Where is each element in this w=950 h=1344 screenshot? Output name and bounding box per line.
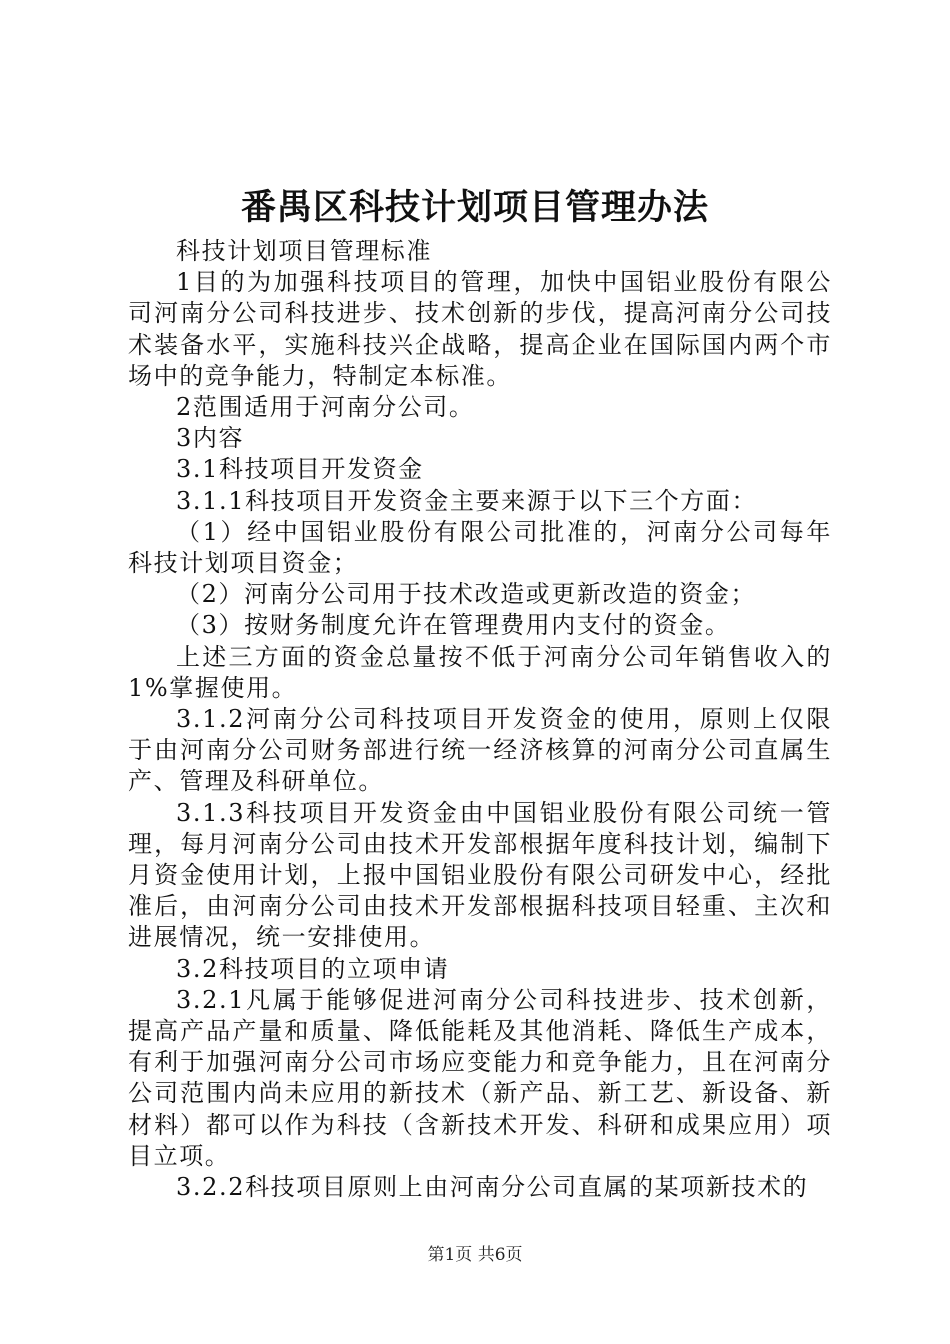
paragraph-section-3-2-1: 3.2.1凡属于能够促进河南分公司科技进步、技术创新，提高产品产量和质量、降低能耗及其他消耗、降低生产成本，有利于加强河南分公司市场应变能力和竞争能力，且在河南分公司范围内尚未应用的新技术（新产品、新工艺、新设备、新材料）都可以作为科技（含新技术开发、科研和成果应用）项目立项。 xyxy=(128,985,832,1170)
paragraph-section-3-1: 3.1科技项目开发资金 xyxy=(176,455,424,484)
paragraph-standard-heading: 科技计划项目管理标准 xyxy=(176,237,432,265)
paragraph-scope: 2范围适用于河南分公司。 xyxy=(176,393,475,422)
paragraph-content-heading: 3内容 xyxy=(176,424,245,453)
paragraph-fund-total: 上述三方面的资金总量按不低于河南分公司年销售收入的1%掌握使用。 xyxy=(128,642,832,702)
paragraph-section-3-1-2: 3.1.2河南分公司科技项目开发资金的使用，原则上仅限于由河南分公司财务部进行统一经济核算的河南分公司直属生产、管理及科研单位。 xyxy=(128,705,832,796)
paragraph-section-3-1-1: 3.1.1科技项目开发资金主要来源于以下三个方面： xyxy=(176,486,758,515)
paragraph-item-2: （2）河南分公司用于技术改造或更新改造的资金； xyxy=(176,580,757,609)
document-body xyxy=(128,236,832,1203)
document-title: 番禺区科技计划项目管理办法 xyxy=(240,187,709,228)
paragraph-section-3-1-3: 3.1.3科技项目开发资金由中国铝业股份有限公司统一管理，每月河南分公司由技术开发部根据年度科技计划，编制下月资金使用计划，上报中国铝业股份有限公司研发中心，经批准后，由河南分公司由技术开发部根据科技项目轻重、主次和进展情况，统一安排使用。 xyxy=(128,798,832,952)
paragraph-section-3-2: 3.2科技项目的立项申请 xyxy=(176,954,450,983)
paragraph-item-3: （3）按财务制度允许在管理费用内支付的资金。 xyxy=(176,611,731,640)
paragraph-section-3-2-2: 3.2.2科技项目原则上由河南分公司直属的某项新技术的 xyxy=(176,1173,809,1202)
paragraph-item-1: （1）经中国铝业股份有限公司批准的，河南分公司每年科技计划项目资金； xyxy=(128,517,832,578)
page-footer: 第1页 共6页 xyxy=(427,1245,523,1265)
paragraph-purpose: 1目的为加强科技项目的管理，加快中国铝业股份有限公司河南分公司科技进步、技术创新的步伐，提高河南分公司技术装备水平，实施科技兴企战略，提高企业在国际国内两个市场中的竞争能力，特制定本标准。 xyxy=(128,268,832,390)
